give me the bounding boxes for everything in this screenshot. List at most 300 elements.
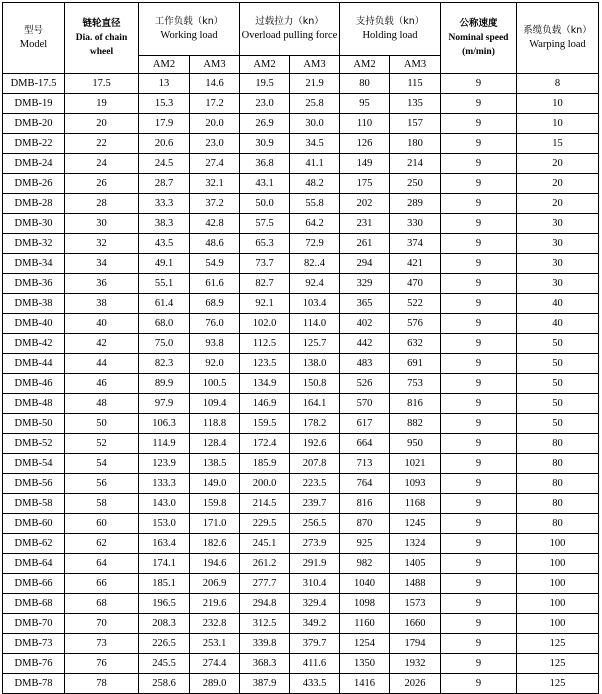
table-row — [3, 334, 599, 354]
cell-overload-am2: 19.5 — [240, 74, 290, 94]
cell-working-am2: 13 — [139, 74, 190, 94]
cell-holding-am2: 294 — [340, 254, 390, 274]
cell-model: DMB-66 — [3, 574, 65, 594]
cell-warping-load: 80 — [517, 434, 599, 454]
cell-holding-am2: 1416 — [340, 674, 390, 694]
cell-working-am3: 37.2 — [190, 194, 240, 214]
cell-chain-wheel-diameter: 44 — [65, 354, 139, 374]
subheader-working-am3: AM3 — [190, 56, 240, 74]
cell-warping-load: 100 — [517, 614, 599, 634]
cell-chain-wheel-diameter: 32 — [65, 234, 139, 254]
cell-model: DMB-40 — [3, 314, 65, 334]
cell-holding-am2: 925 — [340, 534, 390, 554]
cell-overload-am2: 368.3 — [240, 654, 290, 674]
cell-working-am2: 258.6 — [139, 674, 190, 694]
cell-working-am2: 15.3 — [139, 94, 190, 114]
cell-overload-am3: 411.6 — [290, 654, 340, 674]
cell-model: DMB-64 — [3, 554, 65, 574]
cell-nominal-speed: 9 — [441, 294, 517, 314]
header-row — [3, 3, 599, 56]
cell-nominal-speed: 9 — [441, 454, 517, 474]
cell-holding-am2: 202 — [340, 194, 390, 214]
table-row — [3, 74, 599, 94]
cell-model: DMB-68 — [3, 594, 65, 614]
cell-working-am3: 100.5 — [190, 374, 240, 394]
cell-working-am2: 143.0 — [139, 494, 190, 514]
cell-holding-am3: 1021 — [390, 454, 441, 474]
cell-overload-am3: 310.4 — [290, 574, 340, 594]
cell-chain-wheel-diameter: 66 — [65, 574, 139, 594]
cell-holding-am2: 526 — [340, 374, 390, 394]
cell-working-am3: 159.8 — [190, 494, 240, 514]
cell-model: DMB-26 — [3, 174, 65, 194]
cell-model: DMB-73 — [3, 634, 65, 654]
cell-nominal-speed: 9 — [441, 434, 517, 454]
cell-working-am3: 48.6 — [190, 234, 240, 254]
cell-working-am2: 43.5 — [139, 234, 190, 254]
cell-chain-wheel-diameter: 34 — [65, 254, 139, 274]
cell-overload-am2: 200.0 — [240, 474, 290, 494]
cell-holding-am3: 691 — [390, 354, 441, 374]
cell-warping-load: 40 — [517, 314, 599, 334]
table-row — [3, 314, 599, 334]
cell-holding-am3: 2026 — [390, 674, 441, 694]
cell-working-am3: 128.4 — [190, 434, 240, 454]
cell-working-am3: 274.4 — [190, 654, 240, 674]
cell-overload-am2: 159.5 — [240, 414, 290, 434]
cell-working-am3: 206.9 — [190, 574, 240, 594]
cell-working-am2: 24.5 — [139, 154, 190, 174]
cell-overload-am3: 178.2 — [290, 414, 340, 434]
cell-holding-am3: 576 — [390, 314, 441, 334]
table-row — [3, 154, 599, 174]
cell-holding-am2: 1350 — [340, 654, 390, 674]
cell-warping-load: 125 — [517, 634, 599, 654]
cell-warping-load: 50 — [517, 394, 599, 414]
cell-nominal-speed: 9 — [441, 474, 517, 494]
cell-chain-wheel-diameter: 54 — [65, 454, 139, 474]
cell-overload-am3: 64.2 — [290, 214, 340, 234]
cell-working-am3: 138.5 — [190, 454, 240, 474]
cell-working-am2: 153.0 — [139, 514, 190, 534]
cell-overload-am2: 65.3 — [240, 234, 290, 254]
cell-overload-am2: 172.4 — [240, 434, 290, 454]
cell-working-am3: 42.8 — [190, 214, 240, 234]
table-row — [3, 254, 599, 274]
cell-warping-load: 40 — [517, 294, 599, 314]
cell-working-am3: 93.8 — [190, 334, 240, 354]
cell-chain-wheel-diameter: 73 — [65, 634, 139, 654]
cell-holding-am3: 753 — [390, 374, 441, 394]
spec-sheet — [2, 2, 599, 694]
cell-holding-am3: 1093 — [390, 474, 441, 494]
cell-model: DMB-50 — [3, 414, 65, 434]
cell-overload-am2: 146.9 — [240, 394, 290, 414]
cell-working-am3: 289.0 — [190, 674, 240, 694]
cell-overload-am2: 245.1 — [240, 534, 290, 554]
cell-chain-wheel-diameter: 46 — [65, 374, 139, 394]
cell-working-am2: 185.1 — [139, 574, 190, 594]
cell-holding-am2: 870 — [340, 514, 390, 534]
cell-overload-am2: 261.2 — [240, 554, 290, 574]
cell-warping-load: 100 — [517, 594, 599, 614]
cell-warping-load: 50 — [517, 334, 599, 354]
cell-chain-wheel-diameter: 40 — [65, 314, 139, 334]
cell-nominal-speed: 9 — [441, 134, 517, 154]
cell-holding-am2: 764 — [340, 474, 390, 494]
cell-chain-wheel-diameter: 42 — [65, 334, 139, 354]
cell-chain-wheel-diameter: 28 — [65, 194, 139, 214]
cell-nominal-speed: 9 — [441, 314, 517, 334]
cell-working-am2: 106.3 — [139, 414, 190, 434]
cell-holding-am3: 816 — [390, 394, 441, 414]
cell-warping-load: 30 — [517, 274, 599, 294]
cell-holding-am3: 1932 — [390, 654, 441, 674]
cell-overload-am3: 114.0 — [290, 314, 340, 334]
cell-nominal-speed: 9 — [441, 614, 517, 634]
cell-overload-am3: 21.9 — [290, 74, 340, 94]
table-row — [3, 594, 599, 614]
cell-holding-am3: 1324 — [390, 534, 441, 554]
cell-holding-am2: 483 — [340, 354, 390, 374]
cell-nominal-speed: 9 — [441, 634, 517, 654]
cell-model: DMB-20 — [3, 114, 65, 134]
table-row — [3, 174, 599, 194]
cell-nominal-speed: 9 — [441, 594, 517, 614]
cell-warping-load: 30 — [517, 234, 599, 254]
cell-holding-am2: 231 — [340, 214, 390, 234]
cell-working-am3: 92.0 — [190, 354, 240, 374]
table-row — [3, 374, 599, 394]
cell-chain-wheel-diameter: 60 — [65, 514, 139, 534]
table-row — [3, 94, 599, 114]
cell-model: DMB-56 — [3, 474, 65, 494]
cell-warping-load: 8 — [517, 74, 599, 94]
cell-warping-load: 100 — [517, 534, 599, 554]
cell-chain-wheel-diameter: 62 — [65, 534, 139, 554]
cell-overload-am3: 164.1 — [290, 394, 340, 414]
cell-overload-am2: 277.7 — [240, 574, 290, 594]
header-holding-load: 支持负载（kn） Holding load — [340, 3, 441, 56]
cell-holding-am3: 214 — [390, 154, 441, 174]
cell-working-am3: 109.4 — [190, 394, 240, 414]
table-row — [3, 634, 599, 654]
cell-holding-am2: 80 — [340, 74, 390, 94]
table-row — [3, 114, 599, 134]
cell-overload-am2: 123.5 — [240, 354, 290, 374]
cell-overload-am3: 138.0 — [290, 354, 340, 374]
cell-working-am3: 27.4 — [190, 154, 240, 174]
cell-overload-am3: 30.0 — [290, 114, 340, 134]
cell-working-am2: 123.9 — [139, 454, 190, 474]
cell-warping-load: 10 — [517, 94, 599, 114]
cell-overload-am3: 55.8 — [290, 194, 340, 214]
cell-warping-load: 80 — [517, 514, 599, 534]
cell-overload-am3: 256.5 — [290, 514, 340, 534]
table-row — [3, 554, 599, 574]
cell-overload-am2: 92.1 — [240, 294, 290, 314]
header-working-load: 工作负载（kn） Working load — [139, 3, 240, 56]
cell-model: DMB-38 — [3, 294, 65, 314]
cell-holding-am3: 421 — [390, 254, 441, 274]
cell-warping-load: 125 — [517, 654, 599, 674]
table-row — [3, 394, 599, 414]
cell-nominal-speed: 9 — [441, 214, 517, 234]
subheader-overload-am3: AM3 — [290, 56, 340, 74]
cell-overload-am2: 112.5 — [240, 334, 290, 354]
cell-overload-am3: 72.9 — [290, 234, 340, 254]
cell-overload-am2: 82.7 — [240, 274, 290, 294]
cell-overload-am3: 433.5 — [290, 674, 340, 694]
cell-warping-load: 80 — [517, 494, 599, 514]
subheader-holding-am2: AM2 — [340, 56, 390, 74]
cell-holding-am3: 1573 — [390, 594, 441, 614]
cell-overload-am3: 273.9 — [290, 534, 340, 554]
cell-model: DMB-34 — [3, 254, 65, 274]
cell-overload-am3: 379.7 — [290, 634, 340, 654]
table-body — [3, 74, 599, 694]
cell-working-am2: 75.0 — [139, 334, 190, 354]
cell-warping-load: 100 — [517, 574, 599, 594]
cell-model: DMB-62 — [3, 534, 65, 554]
cell-holding-am3: 330 — [390, 214, 441, 234]
cell-working-am2: 89.9 — [139, 374, 190, 394]
cell-holding-am2: 95 — [340, 94, 390, 114]
cell-overload-am2: 229.5 — [240, 514, 290, 534]
cell-overload-am3: 150.8 — [290, 374, 340, 394]
cell-working-am3: 219.6 — [190, 594, 240, 614]
cell-warping-load: 100 — [517, 554, 599, 574]
cell-working-am3: 76.0 — [190, 314, 240, 334]
cell-holding-am3: 157 — [390, 114, 441, 134]
cell-nominal-speed: 9 — [441, 534, 517, 554]
cell-holding-am2: 175 — [340, 174, 390, 194]
table-row — [3, 514, 599, 534]
cell-working-am2: 38.3 — [139, 214, 190, 234]
table-row — [3, 474, 599, 494]
cell-warping-load: 15 — [517, 134, 599, 154]
table-row — [3, 214, 599, 234]
cell-holding-am2: 1254 — [340, 634, 390, 654]
cell-warping-load: 80 — [517, 474, 599, 494]
cell-nominal-speed: 9 — [441, 554, 517, 574]
cell-overload-am3: 125.7 — [290, 334, 340, 354]
cell-warping-load: 50 — [517, 354, 599, 374]
cell-holding-am3: 1660 — [390, 614, 441, 634]
cell-working-am2: 55.1 — [139, 274, 190, 294]
cell-chain-wheel-diameter: 20 — [65, 114, 139, 134]
cell-working-am2: 49.1 — [139, 254, 190, 274]
table-row — [3, 414, 599, 434]
cell-nominal-speed: 9 — [441, 654, 517, 674]
cell-nominal-speed: 9 — [441, 574, 517, 594]
cell-model: DMB-30 — [3, 214, 65, 234]
cell-model: DMB-48 — [3, 394, 65, 414]
table-row — [3, 354, 599, 374]
cell-warping-load: 10 — [517, 114, 599, 134]
cell-model: DMB-52 — [3, 434, 65, 454]
cell-working-am3: 182.6 — [190, 534, 240, 554]
cell-chain-wheel-diameter: 36 — [65, 274, 139, 294]
cell-holding-am3: 135 — [390, 94, 441, 114]
cell-holding-am2: 442 — [340, 334, 390, 354]
cell-overload-am2: 387.9 — [240, 674, 290, 694]
cell-overload-am2: 43.1 — [240, 174, 290, 194]
cell-working-am2: 97.9 — [139, 394, 190, 414]
cell-holding-am2: 110 — [340, 114, 390, 134]
cell-working-am2: 174.1 — [139, 554, 190, 574]
cell-warping-load: 50 — [517, 414, 599, 434]
cell-overload-am3: 329.4 — [290, 594, 340, 614]
cell-holding-am2: 664 — [340, 434, 390, 454]
cell-overload-am2: 102.0 — [240, 314, 290, 334]
cell-overload-am2: 134.9 — [240, 374, 290, 394]
table-row — [3, 234, 599, 254]
cell-working-am3: 194.6 — [190, 554, 240, 574]
cell-working-am3: 68.9 — [190, 294, 240, 314]
table-row — [3, 614, 599, 634]
cell-nominal-speed: 9 — [441, 394, 517, 414]
table-row — [3, 494, 599, 514]
subheader-overload-am2: AM2 — [240, 56, 290, 74]
cell-holding-am3: 470 — [390, 274, 441, 294]
cell-holding-am3: 1488 — [390, 574, 441, 594]
cell-overload-am3: 349.2 — [290, 614, 340, 634]
cell-working-am3: 118.8 — [190, 414, 240, 434]
cell-holding-am2: 149 — [340, 154, 390, 174]
table-row — [3, 274, 599, 294]
cell-model: DMB-58 — [3, 494, 65, 514]
cell-working-am2: 68.0 — [139, 314, 190, 334]
cell-overload-am2: 30.9 — [240, 134, 290, 154]
cell-working-am2: 20.6 — [139, 134, 190, 154]
cell-warping-load: 20 — [517, 154, 599, 174]
cell-holding-am3: 115 — [390, 74, 441, 94]
cell-overload-am2: 294.8 — [240, 594, 290, 614]
cell-nominal-speed: 9 — [441, 274, 517, 294]
table-row — [3, 294, 599, 314]
subheader-holding-am3: AM3 — [390, 56, 441, 74]
cell-warping-load: 20 — [517, 194, 599, 214]
cell-holding-am2: 713 — [340, 454, 390, 474]
cell-nominal-speed: 9 — [441, 174, 517, 194]
cell-nominal-speed: 9 — [441, 234, 517, 254]
cell-model: DMB-70 — [3, 614, 65, 634]
cell-overload-am2: 312.5 — [240, 614, 290, 634]
cell-working-am3: 61.6 — [190, 274, 240, 294]
cell-model: DMB-78 — [3, 674, 65, 694]
table-row — [3, 454, 599, 474]
cell-warping-load: 80 — [517, 454, 599, 474]
cell-holding-am2: 402 — [340, 314, 390, 334]
cell-nominal-speed: 9 — [441, 154, 517, 174]
subheader-working-am2: AM2 — [139, 56, 190, 74]
cell-holding-am3: 1245 — [390, 514, 441, 534]
cell-chain-wheel-diameter: 19 — [65, 94, 139, 114]
cell-working-am2: 196.5 — [139, 594, 190, 614]
cell-holding-am2: 126 — [340, 134, 390, 154]
cell-working-am3: 149.0 — [190, 474, 240, 494]
cell-holding-am2: 1160 — [340, 614, 390, 634]
cell-warping-load: 50 — [517, 374, 599, 394]
cell-nominal-speed: 9 — [441, 74, 517, 94]
cell-holding-am3: 374 — [390, 234, 441, 254]
cell-overload-am3: 103.4 — [290, 294, 340, 314]
cell-working-am2: 208.3 — [139, 614, 190, 634]
cell-nominal-speed: 9 — [441, 254, 517, 274]
cell-overload-am2: 214.5 — [240, 494, 290, 514]
cell-working-am2: 133.3 — [139, 474, 190, 494]
cell-holding-am2: 570 — [340, 394, 390, 414]
cell-holding-am2: 1098 — [340, 594, 390, 614]
header-chain-wheel-diameter: 链轮直径 Dia. of chain wheel — [65, 3, 139, 74]
cell-working-am2: 114.9 — [139, 434, 190, 454]
cell-holding-am3: 250 — [390, 174, 441, 194]
header-warping-load: 系缆负载（kn） Warping load — [517, 3, 599, 74]
header-model: 型号 Model — [3, 3, 65, 74]
cell-overload-am3: 25.8 — [290, 94, 340, 114]
header-nominal-speed: 公称速度 Nominal speed (m/min) — [441, 3, 517, 74]
cell-overload-am3: 207.8 — [290, 454, 340, 474]
cell-chain-wheel-diameter: 68 — [65, 594, 139, 614]
cell-working-am3: 253.1 — [190, 634, 240, 654]
cell-chain-wheel-diameter: 26 — [65, 174, 139, 194]
cell-model: DMB-54 — [3, 454, 65, 474]
table-row — [3, 674, 599, 694]
cell-model: DMB-28 — [3, 194, 65, 214]
cell-nominal-speed: 9 — [441, 94, 517, 114]
header-overload-pulling-force: 过载拉力（kn） Overload pulling force — [240, 3, 340, 56]
table-row — [3, 654, 599, 674]
cell-overload-am3: 34.5 — [290, 134, 340, 154]
cell-model: DMB-19 — [3, 94, 65, 114]
cell-chain-wheel-diameter: 76 — [65, 654, 139, 674]
cell-nominal-speed: 9 — [441, 494, 517, 514]
cell-holding-am3: 1794 — [390, 634, 441, 654]
cell-holding-am3: 289 — [390, 194, 441, 214]
cell-warping-load: 30 — [517, 254, 599, 274]
cell-overload-am2: 73.7 — [240, 254, 290, 274]
cell-holding-am3: 180 — [390, 134, 441, 154]
cell-overload-am3: 192.6 — [290, 434, 340, 454]
cell-chain-wheel-diameter: 30 — [65, 214, 139, 234]
cell-chain-wheel-diameter: 64 — [65, 554, 139, 574]
cell-overload-am2: 185.9 — [240, 454, 290, 474]
cell-nominal-speed: 9 — [441, 674, 517, 694]
cell-overload-am3: 291.9 — [290, 554, 340, 574]
cell-model: DMB-42 — [3, 334, 65, 354]
cell-holding-am2: 617 — [340, 414, 390, 434]
cell-chain-wheel-diameter: 22 — [65, 134, 139, 154]
cell-overload-am2: 26.9 — [240, 114, 290, 134]
table-row — [3, 574, 599, 594]
cell-working-am3: 17.2 — [190, 94, 240, 114]
cell-working-am3: 32.1 — [190, 174, 240, 194]
cell-model: DMB-44 — [3, 354, 65, 374]
cell-working-am2: 163.4 — [139, 534, 190, 554]
cell-holding-am3: 522 — [390, 294, 441, 314]
cell-nominal-speed: 9 — [441, 374, 517, 394]
cell-working-am3: 23.0 — [190, 134, 240, 154]
cell-working-am3: 20.0 — [190, 114, 240, 134]
cell-overload-am2: 36.8 — [240, 154, 290, 174]
cell-model: DMB-32 — [3, 234, 65, 254]
cell-chain-wheel-diameter: 50 — [65, 414, 139, 434]
cell-holding-am3: 632 — [390, 334, 441, 354]
cell-overload-am3: 82..4 — [290, 254, 340, 274]
table-row — [3, 434, 599, 454]
cell-chain-wheel-diameter: 70 — [65, 614, 139, 634]
